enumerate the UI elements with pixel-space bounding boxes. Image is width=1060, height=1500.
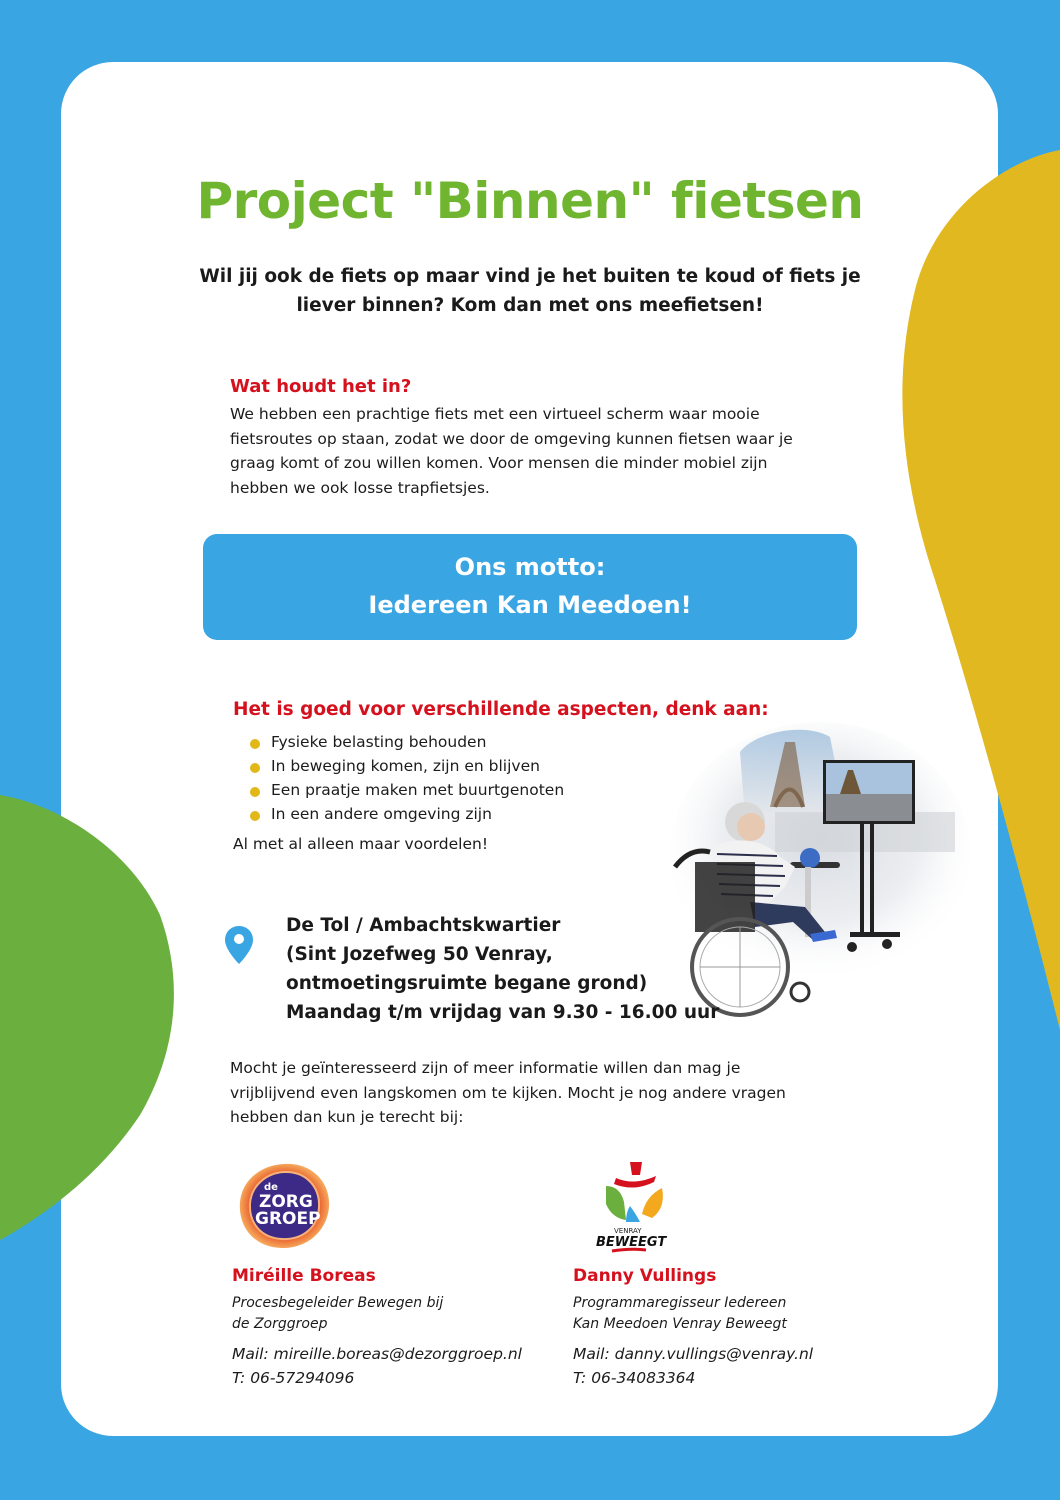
benefits-list <box>250 730 564 826</box>
list-item <box>250 802 564 826</box>
list-item <box>250 778 564 802</box>
contact-name: Danny Vullings <box>573 1266 717 1286</box>
location-name: De Tol / Ambachtskwartier <box>286 915 561 936</box>
contact-phone[interactable]: T: 06-57294096 <box>232 1369 355 1387</box>
contact-role-line: Kan Meedoen Venray Beweegt <box>573 1316 787 1332</box>
contact-role-line: Procesbegeleider Bewegen bij <box>232 1295 444 1311</box>
more-info-text: Mocht je geïnteresseerd zijn of meer informatie willen dan mag je vrijblijvend even langskomen om te kijken. Mocht je nog andere vragen hebben dan kun je terecht bij: <box>230 1059 786 1126</box>
bullet-dot-icon <box>250 739 260 749</box>
location-details <box>286 911 719 1027</box>
svg-text:GROEP: GROEP <box>255 1209 321 1229</box>
contact-email-link[interactable]: Mail: mireille.boreas@dezorggroep.nl <box>232 1345 522 1363</box>
benefits-heading: Het is goed voor verschillende aspecten, denk aan: <box>233 699 769 720</box>
svg-text:de: de <box>264 1182 278 1193</box>
page-title: Project "Binnen" fietsen <box>196 172 864 230</box>
list-item <box>250 754 564 778</box>
venray-beweegt-logo <box>590 1160 680 1255</box>
what-is-it-heading: Wat houdt het in? <box>230 376 412 397</box>
bullet-dot-icon <box>250 763 260 773</box>
benefits-conclusion: Al met al alleen maar voordelen! <box>233 835 489 853</box>
bullet-dot-icon <box>250 787 260 797</box>
contact-card-danny <box>573 1264 813 1390</box>
opening-hours: Maandag t/m vrijdag van 9.30 - 16.00 uur <box>286 1002 720 1023</box>
contact-email-link[interactable]: Mail: danny.vullings@venray.nl <box>573 1345 814 1363</box>
contact-phone[interactable]: T: 06-34083364 <box>573 1369 696 1387</box>
benefit-text: Een praatje maken met buurtgenoten <box>271 781 565 799</box>
contact-role-line: de Zorggroep <box>232 1316 328 1332</box>
what-is-it-text: We hebben een prachtige fiets met een virtueel scherm waar mooie fietsroutes op staan, zodat we door de omgeving kunnen fietsen waar je graag komt of zou willen komen. Voor mensen die minder mobiel zijn hebben we ook losse trapfietsjes. <box>230 405 793 497</box>
motto-banner <box>203 534 857 640</box>
contact-role <box>573 1293 813 1335</box>
location-address: (Sint Jozefweg 50 Venray, <box>286 944 553 965</box>
benefit-text: In een andere omgeving zijn <box>271 805 492 823</box>
intro-subtitle: Wil jij ook de fiets op maar vind je het buiten te koud of fiets je liever binnen? Kom dan met ons meefietsen! <box>199 266 861 316</box>
location-room: ontmoetingsruimte begane grond) <box>286 973 648 994</box>
map-pin-icon <box>225 926 253 964</box>
svg-text:VENRAY: VENRAY <box>614 1227 642 1235</box>
bullet-dot-icon <box>250 811 260 821</box>
contact-role <box>232 1293 522 1335</box>
motto-text: Iedereen Kan Meedoen! <box>368 591 692 619</box>
contact-role-line: Programmaregisseur Iedereen <box>573 1295 787 1311</box>
benefit-text: In beweging komen, zijn en blijven <box>271 757 540 775</box>
svg-text:BEWEEGT: BEWEEGT <box>596 1235 667 1250</box>
list-item <box>250 730 564 754</box>
svg-text:ZORG: ZORG <box>259 1192 313 1212</box>
motto-label: Ons motto: <box>454 553 606 581</box>
contact-card-mireille <box>232 1264 522 1390</box>
benefit-text: Fysieke belasting behouden <box>271 733 487 751</box>
contact-name: Miréille Boreas <box>232 1266 376 1286</box>
de-zorggroep-logo <box>236 1162 332 1250</box>
